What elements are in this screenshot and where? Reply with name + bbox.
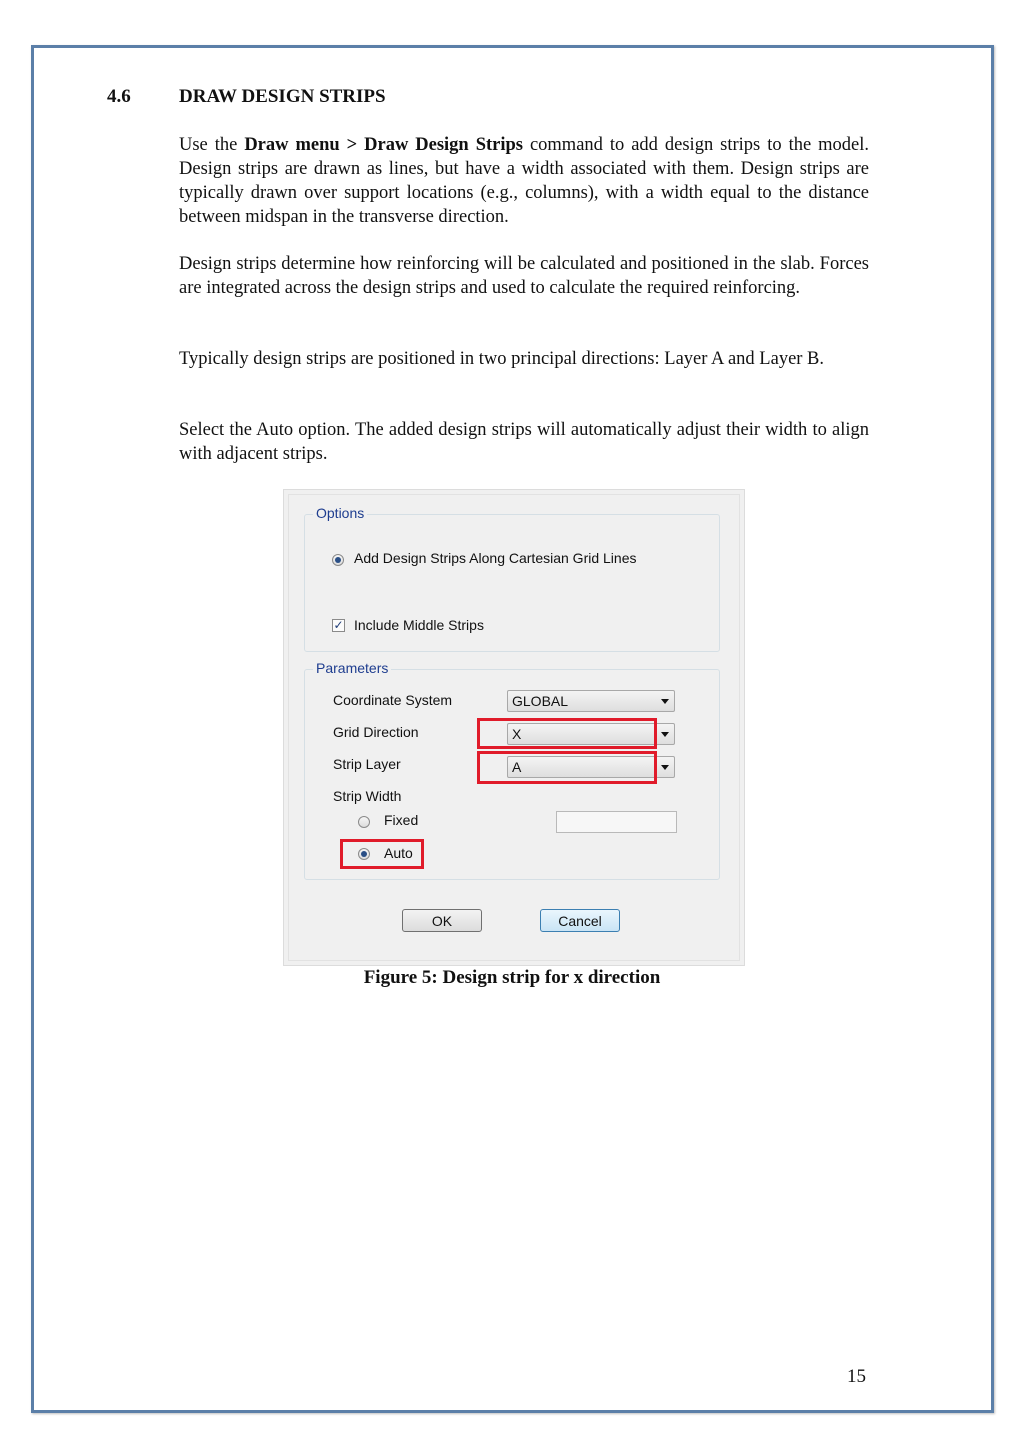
paragraph-lead: Use the [179, 135, 245, 155]
strip-layer-value: A [512, 759, 522, 775]
paragraph-directions: Typically design strips are positioned in two principal directions: Layer A and Layer B. [179, 349, 825, 369]
auto-option-highlight [340, 839, 424, 869]
strip-layer-highlight [477, 751, 657, 784]
options-legend: Options [313, 505, 367, 521]
cartesian-grid-radio-label[interactable]: Add Design Strips Along Cartesian Grid Lines [354, 550, 637, 566]
coordinate-system-label: Coordinate System [333, 692, 453, 708]
menu-path: Draw menu > Draw Design Strips [244, 135, 523, 155]
design-strips-dialog [283, 489, 745, 966]
cartesian-grid-radio[interactable] [332, 554, 344, 566]
fixed-width-label[interactable]: Fixed [384, 812, 419, 828]
page-number: 15 [847, 1366, 866, 1387]
dropdown-arrow-icon [661, 765, 669, 770]
parameters-legend: Parameters [313, 660, 391, 676]
dropdown-arrow-icon [661, 732, 669, 737]
strip-width-label: Strip Width [333, 788, 402, 804]
strip-layer-label: Strip Layer [333, 756, 401, 772]
paragraph-reinforcing: Design strips determine how reinforcing will be calculated and positioned in the slab. Forces are integrated across the design strips and used to calculate the required reinforcing. [179, 254, 869, 298]
coordinate-system-select[interactable] [507, 690, 675, 712]
include-middle-strips-checkbox[interactable]: ✓ [333, 618, 344, 632]
auto-width-label[interactable]: Auto [384, 845, 413, 861]
paragraph-auto-option: Select the Auto option. The added design strips will automatically adjust their width to align with adjacent strips. [179, 420, 869, 464]
cancel-button[interactable]: Cancel [540, 909, 620, 932]
figure-caption: Figure 5: Design strip for x direction [363, 967, 661, 988]
section-title: DRAW DESIGN STRIPS [179, 86, 386, 107]
fixed-width-input[interactable] [556, 811, 677, 833]
include-middle-strips-label[interactable]: Include Middle Strips [354, 617, 484, 633]
grid-direction-highlight [477, 718, 657, 749]
fixed-width-radio[interactable] [358, 816, 370, 828]
ok-button[interactable]: OK [402, 909, 482, 932]
paragraph-draw-command [179, 133, 869, 229]
options-group [304, 505, 720, 652]
paragraph-rest: command to add design strips to the model. Design strips are drawn as lines, but have a width associated with them. Design strips are typically drawn over support locations (e.g., columns), with a width equal to the distance between midspan in the transverse direction. [179, 135, 870, 227]
coordinate-system-value: GLOBAL [512, 693, 569, 709]
section-number: 4.6 [107, 86, 131, 107]
parameters-group [304, 660, 720, 880]
grid-direction-value: X [512, 726, 522, 742]
grid-direction-label: Grid Direction [333, 724, 419, 740]
dropdown-arrow-icon [661, 699, 669, 704]
